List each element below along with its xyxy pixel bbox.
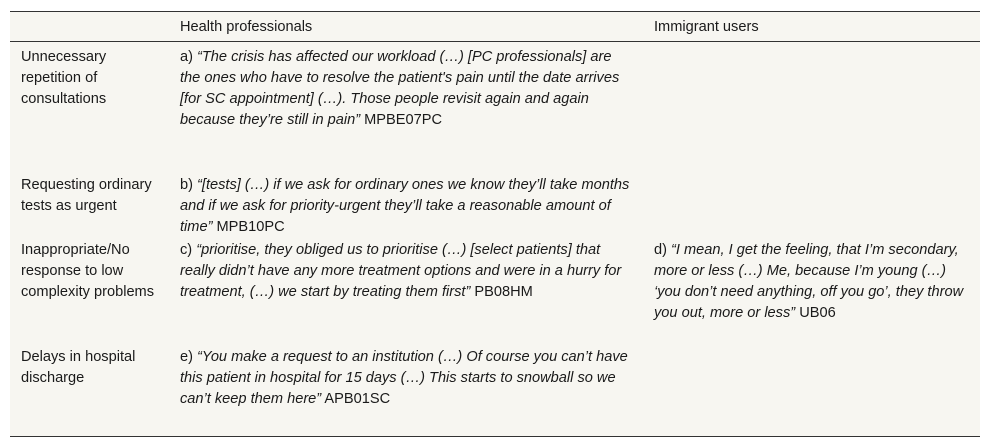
immigrant-user-quote [654,240,964,324]
health-professional-quote [180,47,630,131]
row-category-label: Inappropriate/No response to low complexity problems [21,242,155,300]
participant-code: MPB10PC [212,219,285,235]
quote-text: “You make a request to an institution (…) Of course you can’t have this patient in hospital for 15 days (…) This starts to snowball so we can’t keep them here” [180,349,628,407]
participant-code: PB08HM [470,284,533,300]
header-immigrant-users: Immigrant users [654,19,759,35]
row-category-label: Unnecessary repetition of consultations [21,49,107,107]
row-category-label: Delays in hospital discharge [21,349,136,386]
quote-prefix: c) [180,242,197,258]
participant-code: UB06 [795,305,836,321]
quote-prefix: b) [180,177,198,193]
findings-table [10,11,980,437]
row-category-label: Requesting ordinary tests as urgent [21,177,152,214]
health-professional-quote [180,240,630,303]
table-header-row [10,12,980,42]
header-health-professionals: Health professionals [180,19,313,35]
quote-prefix: e) [180,349,198,365]
participant-code: APB01SC [321,391,391,407]
health-professional-quote [180,175,630,238]
quote-text: “[tests] (…) if we ask for ordinary ones we know they’ll take months and if we ask for priority-urgent they’ll take a reasonable amount of time” [180,177,630,235]
participant-code: MPBE07PC [360,112,443,128]
quote-text: “I mean, I get the feeling, that I’m secondary, more or less (…) Me, because I’m young (…) ‘you don’t need anything, off you go’, they throw you out, more or less” [654,242,964,321]
quote-text: “The crisis has affected our workload (…) [PC professionals] are the ones who have to resolve the patient's pain until the date arrives [for SC appointment] (…). Those people revisit again and again because they’re still in pain” [180,49,620,128]
health-professional-quote [180,347,630,410]
quote-prefix: d) [654,242,672,258]
quote-prefix: a) [180,49,198,65]
quote-text: “prioritise, they obliged us to prioritise (…) [select patients] that really didn’t have any more treatment options and were in a hurry for treatment, (…) we start by treating them first” [180,242,622,300]
